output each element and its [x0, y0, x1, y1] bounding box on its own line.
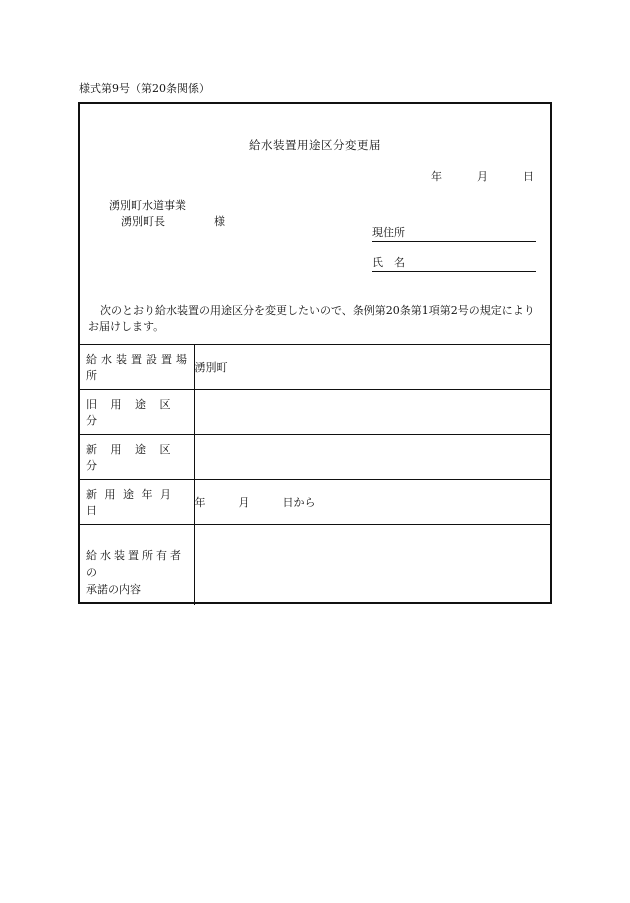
new-usage-label: 新用途区分 [80, 435, 194, 480]
addressee-honorific: 様 [214, 215, 225, 228]
owner-consent-label [80, 525, 194, 606]
owner-consent-label-line1: 給水装置所有者の [86, 549, 184, 579]
new-usage-value[interactable] [194, 435, 550, 480]
installation-location-label: 給水装置設置場所 [80, 345, 194, 390]
old-usage-label: 旧用途区分 [80, 390, 194, 435]
date-month-label: 月 [477, 170, 488, 183]
table-row [80, 390, 550, 435]
installation-location-value[interactable]: 湧別町 [194, 345, 550, 390]
new-usage-day-label: 日から [282, 496, 316, 509]
form-box [78, 102, 552, 604]
old-usage-value[interactable] [194, 390, 550, 435]
new-usage-date-value[interactable] [194, 480, 550, 525]
statement-text: 次のとおり給水装置の用途区分を変更したいので、条例第20条第1項第2号の規定によりお届けします。 [88, 304, 535, 333]
detail-table [80, 344, 550, 605]
date-year-label: 年 [431, 170, 442, 183]
new-usage-date-label: 新用途年月日 [80, 480, 194, 525]
submission-date [431, 168, 534, 184]
addressee-organization: 湧別町水道事業 [109, 199, 186, 212]
form-title: 給水装置用途区分変更届 [249, 138, 381, 152]
form-number: 様式第9号（第20条関係） [79, 82, 210, 95]
address-field[interactable] [372, 226, 536, 242]
owner-consent-value[interactable] [194, 525, 550, 606]
name-label: 氏 名 [372, 256, 405, 269]
addressee-title: 湧別町長 [121, 215, 165, 228]
table-row [80, 435, 550, 480]
table-row [80, 480, 550, 525]
name-field[interactable] [372, 256, 536, 272]
date-day-label: 日 [523, 170, 534, 183]
new-usage-month-label: 月 [238, 496, 250, 509]
owner-consent-label-line2: 承諾の内容 [86, 583, 141, 596]
table-row [80, 345, 550, 390]
new-usage-year-label: 年 [194, 496, 206, 509]
table-row [80, 525, 550, 606]
address-label: 現住所 [372, 226, 405, 239]
